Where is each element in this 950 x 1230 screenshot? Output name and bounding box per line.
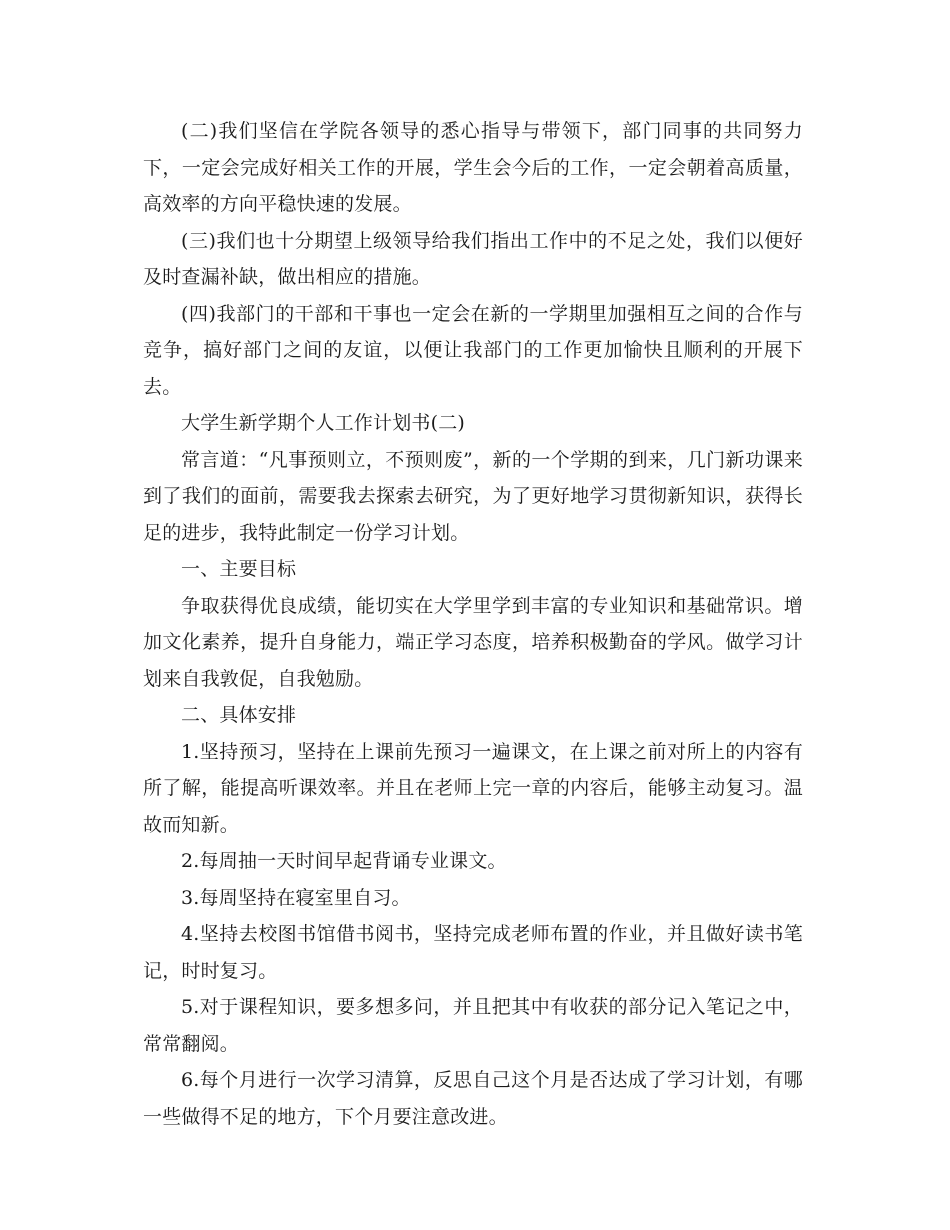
list-item-2: 2.每周抽一天时间早起背诵专业课文。 [181, 850, 507, 872]
section-title-plan-two: 大学生新学期个人工作计划书(二) [181, 412, 466, 434]
list-item-4: 4.坚持去校图书馆借书阅书，坚持完成老师布置的作业，并且做好读书笔记，时时复习。 [143, 923, 803, 982]
list-item-1: 1.坚持预习，坚持在上课前先预习一遍课文，在上课之前对所上的内容有所了解，能提高听课效率。并且在老师上完一章的内容后，能够主动复习。温故而知新。 [143, 740, 803, 836]
paragraph-cooperation: (四)我部门的干部和干事也一定会在新的一学期里加强相互之间的合作与竞争，搞好部门之间的友谊，以便让我部门的工作更加愉快且顺利的开展下去。 [143, 302, 803, 398]
heading-main-goals: 一、主要目标 [181, 558, 297, 580]
list-item-3: 3.每周坚持在寝室里自习。 [181, 886, 411, 909]
paragraph-hope-feedback: (三)我们也十分期望上级领导给我们指出工作中的不足之处，我们以便好及时查漏补缺，做出相应的措施。 [143, 229, 803, 288]
heading-specific-arrangements: 二、具体安排 [181, 704, 297, 726]
paragraph-introduction: 常言道：“凡事预则立，不预则废”，新的一个学期的到来，几门新功课来到了我们的面前，需要我去探索去研究，为了更好地学习贯彻新知识，获得长足的进步，我特此制定一份学习计划。 [143, 448, 803, 544]
document-body [143, 113, 803, 1135]
list-item-5: 5.对于课程知识，要多想多问，并且把其中有收获的部分记入笔记之中，常常翻阅。 [143, 996, 803, 1055]
paragraph-commitment-guidance: (二)我们坚信在学院各领导的悉心指导与带领下，部门同事的共同努力下，一定会完成好相关工作的开展，学生会今后的工作，一定会朝着高质量，高效率的方向平稳快速的发展。 [143, 120, 803, 215]
list-item-6: 6.每个月进行一次学习清算，反思自己这个月是否达成了学习计划，有哪一些做得不足的地方，下个月要注意改进。 [143, 1069, 803, 1128]
paragraph-main-goals: 争取获得优良成绩，能切实在大学里学到丰富的专业知识和基础常识。增加文化素养，提升自身能力，端正学习态度，培养积极勤奋的学风。做学习计划来自我敦促，自我勉励。 [143, 594, 803, 690]
